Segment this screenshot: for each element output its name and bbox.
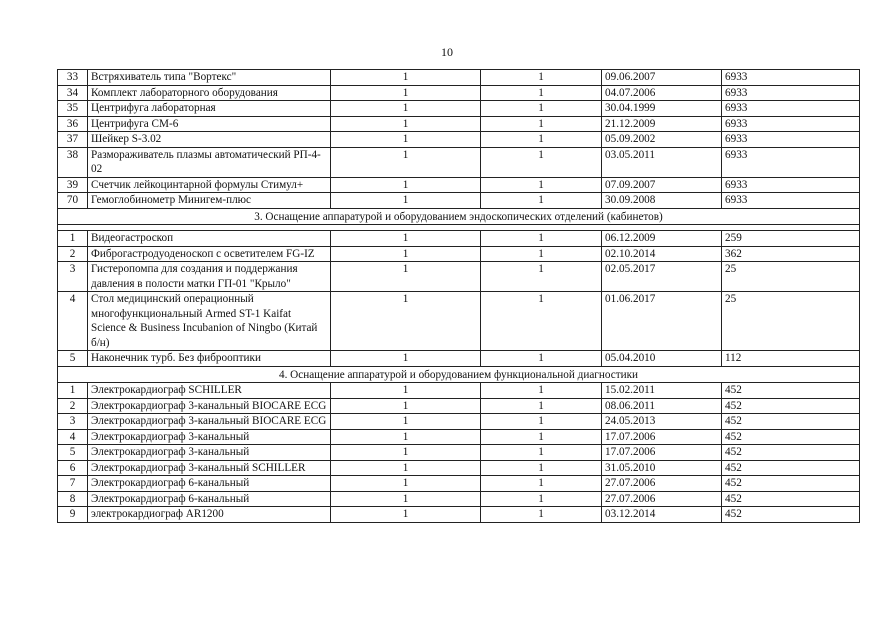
quantity-1: 1 xyxy=(331,351,481,367)
quantity-2: 1 xyxy=(481,383,602,399)
code-cell: 6933 xyxy=(722,177,860,193)
equipment-name: Электрокардиограф 3-канальный xyxy=(88,445,331,461)
equipment-name: Стол медицинский операционный многофункциональный Armed ST-1 Kaifat Science & Business Incubanion of Ningbo (Китай б/н) xyxy=(88,292,331,351)
table-row xyxy=(58,476,860,492)
quantity-1: 1 xyxy=(331,132,481,148)
table-row xyxy=(58,507,860,523)
table-row xyxy=(58,246,860,262)
code-cell: 6933 xyxy=(722,101,860,117)
row-number: 4 xyxy=(58,429,88,445)
equipment-name: Размораживатель плазмы автоматический РП-4-02 xyxy=(88,147,331,177)
table-row xyxy=(58,70,860,86)
date-cell: 05.09.2002 xyxy=(602,132,722,148)
table-row xyxy=(58,429,860,445)
table-row xyxy=(58,445,860,461)
equipment-name: Центрифуга лабораторная xyxy=(88,101,331,117)
code-cell: 452 xyxy=(722,476,860,492)
quantity-1: 1 xyxy=(331,507,481,523)
row-number: 8 xyxy=(58,491,88,507)
equipment-name: Встряхиватель типа "Вортекс" xyxy=(88,70,331,86)
date-cell: 24.05.2013 xyxy=(602,414,722,430)
code-cell: 362 xyxy=(722,246,860,262)
quantity-1: 1 xyxy=(331,231,481,247)
row-number: 36 xyxy=(58,116,88,132)
code-cell: 259 xyxy=(722,231,860,247)
section-title: 3. Оснащение аппаратурой и оборудованием эндоскопических отделений (кабинетов) xyxy=(58,208,860,225)
code-cell: 6933 xyxy=(722,70,860,86)
quantity-2: 1 xyxy=(481,398,602,414)
quantity-2: 1 xyxy=(481,70,602,86)
date-cell: 17.07.2006 xyxy=(602,429,722,445)
code-cell: 6933 xyxy=(722,132,860,148)
date-cell: 01.06.2017 xyxy=(602,292,722,351)
code-cell: 6933 xyxy=(722,147,860,177)
table-row xyxy=(58,147,860,177)
date-cell: 03.05.2011 xyxy=(602,147,722,177)
equipment-name: Гистеропомпа для создания и поддержания давления в полости матки ГП-01 "Крыло" xyxy=(88,262,331,292)
equipment-name: Электрокардиограф 3-канальный BIOCARE ECG xyxy=(88,398,331,414)
code-cell: 452 xyxy=(722,429,860,445)
quantity-1: 1 xyxy=(331,193,481,209)
date-cell: 07.09.2007 xyxy=(602,177,722,193)
date-cell: 15.02.2011 xyxy=(602,383,722,399)
equipment-name: Счетчик лейкоцинтарной формулы Стимул+ xyxy=(88,177,331,193)
code-cell: 25 xyxy=(722,292,860,351)
table-row xyxy=(58,116,860,132)
quantity-2: 1 xyxy=(481,460,602,476)
code-cell: 452 xyxy=(722,414,860,430)
quantity-1: 1 xyxy=(331,445,481,461)
quantity-2: 1 xyxy=(481,101,602,117)
quantity-1: 1 xyxy=(331,491,481,507)
equipment-name: Видеогастроскоп xyxy=(88,231,331,247)
date-cell: 02.05.2017 xyxy=(602,262,722,292)
quantity-1: 1 xyxy=(331,460,481,476)
row-number: 34 xyxy=(58,85,88,101)
date-cell: 27.07.2006 xyxy=(602,491,722,507)
row-number: 2 xyxy=(58,246,88,262)
table-row xyxy=(58,193,860,209)
quantity-1: 1 xyxy=(331,101,481,117)
row-number: 70 xyxy=(58,193,88,209)
equipment-name: Электрокардиограф 3-канальный BIOCARE ECG xyxy=(88,414,331,430)
page-number: 10 xyxy=(441,45,453,59)
table-row xyxy=(58,383,860,399)
equipment-name: Электрокардиограф 3-канальный SCHILLER xyxy=(88,460,331,476)
row-number: 4 xyxy=(58,292,88,351)
quantity-1: 1 xyxy=(331,70,481,86)
quantity-2: 1 xyxy=(481,231,602,247)
equipment-name: Электрокардиограф 6-канальный xyxy=(88,476,331,492)
date-cell: 21.12.2009 xyxy=(602,116,722,132)
table-row xyxy=(58,414,860,430)
quantity-1: 1 xyxy=(331,85,481,101)
code-cell: 452 xyxy=(722,445,860,461)
quantity-1: 1 xyxy=(331,292,481,351)
code-cell: 6933 xyxy=(722,193,860,209)
quantity-2: 1 xyxy=(481,246,602,262)
table-row xyxy=(58,398,860,414)
code-cell: 452 xyxy=(722,398,860,414)
quantity-1: 1 xyxy=(331,476,481,492)
row-number: 3 xyxy=(58,414,88,430)
code-cell: 452 xyxy=(722,507,860,523)
table-row xyxy=(58,460,860,476)
quantity-2: 1 xyxy=(481,85,602,101)
quantity-2: 1 xyxy=(481,147,602,177)
section-3-header xyxy=(58,208,860,225)
equipment-name: Электрокардиограф 3-канальный xyxy=(88,429,331,445)
table-row xyxy=(58,351,860,367)
quantity-2: 1 xyxy=(481,116,602,132)
quantity-2: 1 xyxy=(481,193,602,209)
equipment-table xyxy=(57,69,860,523)
quantity-2: 1 xyxy=(481,414,602,430)
date-cell: 03.12.2014 xyxy=(602,507,722,523)
equipment-name: Комплект лабораторного оборудования xyxy=(88,85,331,101)
row-number: 6 xyxy=(58,460,88,476)
code-cell: 6933 xyxy=(722,85,860,101)
section-4-header xyxy=(58,366,860,383)
date-cell: 09.06.2007 xyxy=(602,70,722,86)
row-number: 9 xyxy=(58,507,88,523)
date-cell: 30.09.2008 xyxy=(602,193,722,209)
quantity-1: 1 xyxy=(331,383,481,399)
table-row xyxy=(58,491,860,507)
quantity-2: 1 xyxy=(481,445,602,461)
row-number: 39 xyxy=(58,177,88,193)
quantity-1: 1 xyxy=(331,147,481,177)
quantity-1: 1 xyxy=(331,414,481,430)
code-cell: 25 xyxy=(722,262,860,292)
quantity-2: 1 xyxy=(481,491,602,507)
code-cell: 112 xyxy=(722,351,860,367)
row-number: 2 xyxy=(58,398,88,414)
row-number: 38 xyxy=(58,147,88,177)
date-cell: 17.07.2006 xyxy=(602,445,722,461)
table-row xyxy=(58,101,860,117)
date-cell: 06.12.2009 xyxy=(602,231,722,247)
table-row xyxy=(58,262,860,292)
quantity-2: 1 xyxy=(481,177,602,193)
row-number: 3 xyxy=(58,262,88,292)
date-cell: 08.06.2011 xyxy=(602,398,722,414)
equipment-name: Центрифуга СМ-6 xyxy=(88,116,331,132)
quantity-1: 1 xyxy=(331,177,481,193)
quantity-2: 1 xyxy=(481,132,602,148)
date-cell: 05.04.2010 xyxy=(602,351,722,367)
quantity-2: 1 xyxy=(481,429,602,445)
row-number: 5 xyxy=(58,445,88,461)
table-row xyxy=(58,85,860,101)
row-number: 35 xyxy=(58,101,88,117)
quantity-2: 1 xyxy=(481,351,602,367)
date-cell: 30.04.1999 xyxy=(602,101,722,117)
quantity-1: 1 xyxy=(331,246,481,262)
table-row xyxy=(58,132,860,148)
quantity-2: 1 xyxy=(481,476,602,492)
code-cell: 452 xyxy=(722,491,860,507)
equipment-name: электрокардиограф AR1200 xyxy=(88,507,331,523)
table-row xyxy=(58,292,860,351)
date-cell: 02.10.2014 xyxy=(602,246,722,262)
quantity-2: 1 xyxy=(481,507,602,523)
equipment-name: Наконечник турб. Без фиброоптики xyxy=(88,351,331,367)
date-cell: 31.05.2010 xyxy=(602,460,722,476)
row-number: 1 xyxy=(58,231,88,247)
date-cell: 04.07.2006 xyxy=(602,85,722,101)
quantity-1: 1 xyxy=(331,429,481,445)
section-title: 4. Оснащение аппаратурой и оборудованием функциональной диагностики xyxy=(58,366,860,383)
row-number: 7 xyxy=(58,476,88,492)
equipment-name: Фиброгастродуоденоскоп с осветителем FG-IZ xyxy=(88,246,331,262)
row-number: 37 xyxy=(58,132,88,148)
row-number: 5 xyxy=(58,351,88,367)
quantity-1: 1 xyxy=(331,398,481,414)
row-number: 33 xyxy=(58,70,88,86)
code-cell: 452 xyxy=(722,460,860,476)
code-cell: 6933 xyxy=(722,116,860,132)
table-row xyxy=(58,177,860,193)
row-number: 1 xyxy=(58,383,88,399)
table-row xyxy=(58,231,860,247)
date-cell: 27.07.2006 xyxy=(602,476,722,492)
equipment-name: Электрокардиограф SCHILLER xyxy=(88,383,331,399)
equipment-name: Электрокардиограф 6-канальный xyxy=(88,491,331,507)
quantity-2: 1 xyxy=(481,292,602,351)
equipment-name: Шейкер S-3.02 xyxy=(88,132,331,148)
quantity-1: 1 xyxy=(331,116,481,132)
code-cell: 452 xyxy=(722,383,860,399)
quantity-2: 1 xyxy=(481,262,602,292)
quantity-1: 1 xyxy=(331,262,481,292)
equipment-name: Гемоглобинометр Минигем-плюс xyxy=(88,193,331,209)
